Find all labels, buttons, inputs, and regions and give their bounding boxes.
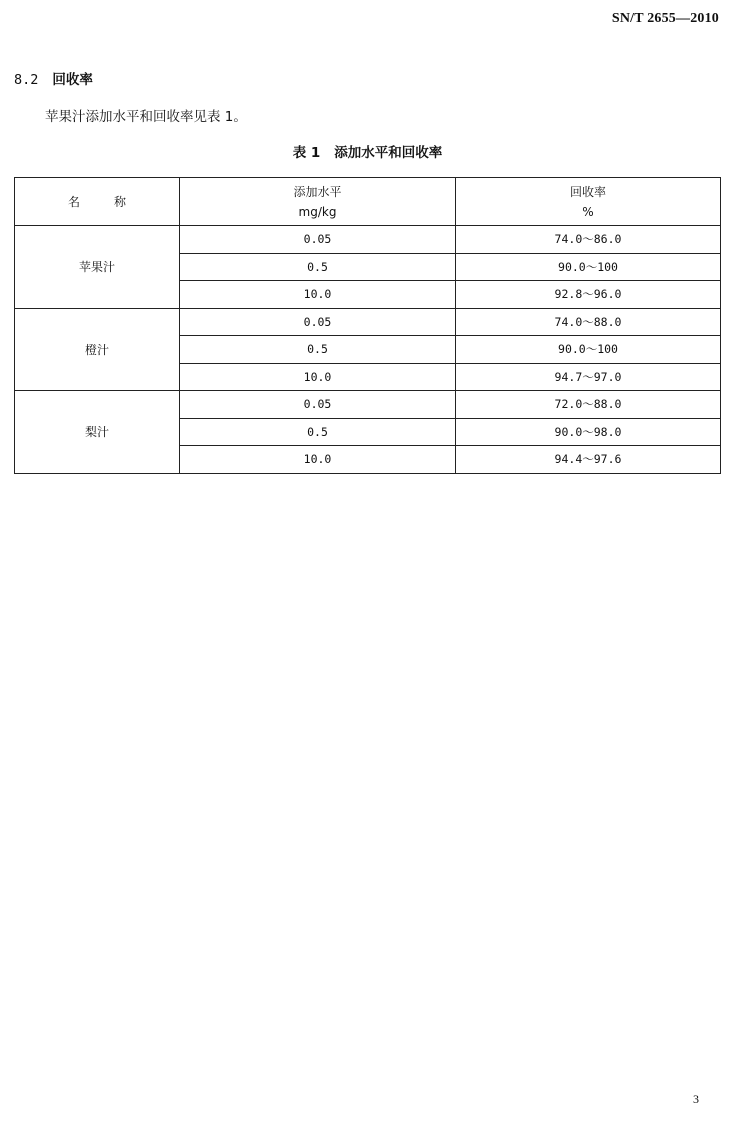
table-row <box>15 391 721 419</box>
table-header-row <box>15 178 721 226</box>
section-title: 回收率 <box>52 72 93 88</box>
recovery-cell: 90.0～98.0 <box>456 418 721 446</box>
table-caption <box>0 141 735 161</box>
header-name: 名称 <box>15 178 180 226</box>
level-cell: 10.0 <box>180 446 456 474</box>
header-recovery <box>456 178 721 226</box>
sample-name-cell: 橙汁 <box>15 308 180 391</box>
recovery-cell: 92.8～96.0 <box>456 281 721 309</box>
recovery-cell: 90.0～100 <box>456 336 721 364</box>
level-cell: 10.0 <box>180 281 456 309</box>
body-paragraph: 苹果汁添加水平和回收率见表 1。 <box>45 109 247 125</box>
recovery-cell: 94.7～97.0 <box>456 363 721 391</box>
document-code: SN/T 2655—2010 <box>611 11 719 26</box>
level-cell: 0.05 <box>180 391 456 419</box>
header-level-label: 添加水平 <box>293 184 342 199</box>
sample-name-cell: 梨汁 <box>15 391 180 474</box>
header-recovery-unit: % <box>582 204 594 219</box>
header-level <box>180 178 456 226</box>
table-caption-number: 表 1 <box>292 145 321 161</box>
table-row <box>15 226 721 254</box>
level-cell: 0.5 <box>180 418 456 446</box>
recovery-cell: 74.0～86.0 <box>456 226 721 254</box>
table-row <box>15 308 721 336</box>
page-number: 3 <box>693 1092 699 1106</box>
level-cell: 0.05 <box>180 308 456 336</box>
table-caption-title: 添加水平和回收率 <box>334 145 443 161</box>
recovery-cell: 74.0～88.0 <box>456 308 721 336</box>
recovery-cell: 90.0～100 <box>456 253 721 281</box>
header-level-unit: mg/kg <box>298 204 337 219</box>
recovery-table <box>14 177 721 474</box>
level-cell: 0.5 <box>180 336 456 364</box>
recovery-cell: 72.0～88.0 <box>456 391 721 419</box>
header-recovery-label: 回收率 <box>569 184 606 199</box>
sample-name-cell: 苹果汁 <box>15 226 180 309</box>
level-cell: 0.5 <box>180 253 456 281</box>
level-cell: 10.0 <box>180 363 456 391</box>
section-number: 8.2 <box>14 72 39 88</box>
recovery-cell: 94.4～97.6 <box>456 446 721 474</box>
section-heading <box>14 68 93 88</box>
level-cell: 0.05 <box>180 226 456 254</box>
